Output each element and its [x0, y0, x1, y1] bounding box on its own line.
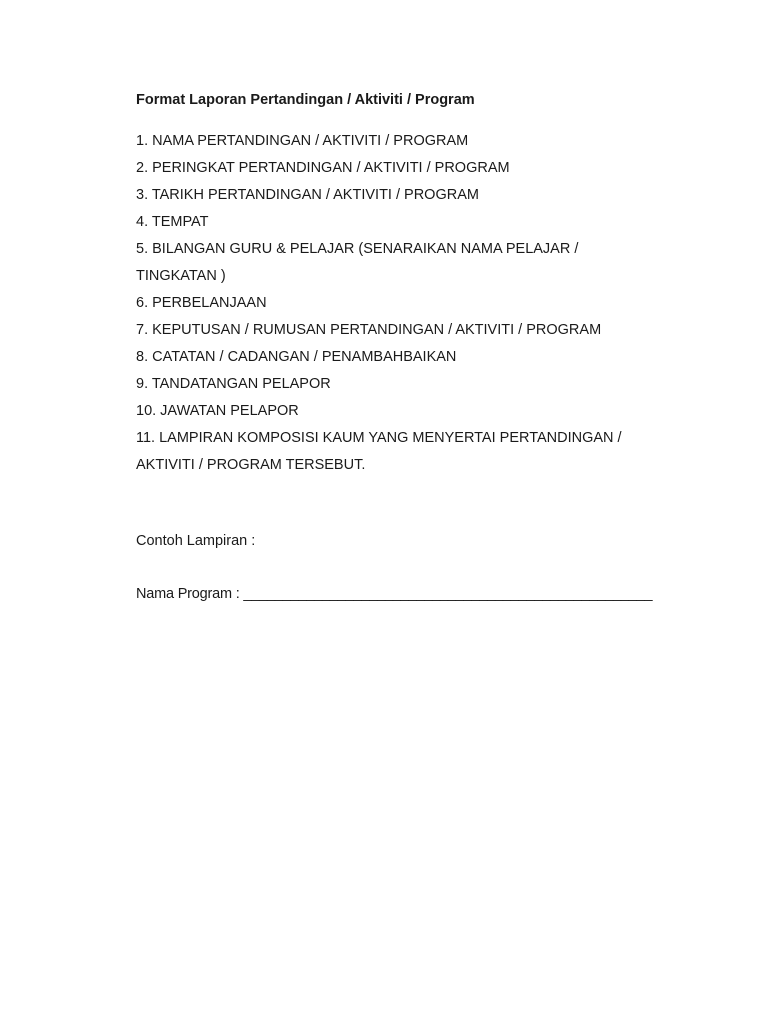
program-name-line: Nama Program : ____________________________________________________	[136, 586, 653, 602]
list-item-text: 1. NAMA PERTANDINGAN / AKTIVITI / PROGRAM	[136, 133, 469, 149]
report-format-list	[136, 128, 736, 479]
list-item	[136, 344, 736, 371]
list-item-text: 2. PERINGKAT PERTANDINGAN / AKTIVITI / PROGRAM	[136, 160, 510, 176]
list-item-text: 8. CATATAN / CADANGAN / PENAMBAHBAIKAN	[136, 349, 457, 365]
list-item	[136, 182, 736, 209]
sample-attachment-label: Contoh Lampiran :	[136, 533, 256, 549]
list-item-text: 4. TEMPAT	[136, 214, 209, 230]
document-title: Format Laporan Pertandingan / Aktiviti / Program	[136, 92, 475, 108]
list-item	[136, 290, 736, 317]
list-item-continuation: AKTIVITI / PROGRAM TERSEBUT.	[136, 457, 366, 473]
document-page	[136, 89, 736, 602]
list-item-text: 9. TANDATANGAN PELAPOR	[136, 376, 331, 392]
list-item	[136, 209, 736, 236]
list-item	[136, 398, 736, 425]
list-item-text: 11. LAMPIRAN KOMPOSISI KAUM YANG MENYERTAI PERTANDINGAN /	[136, 430, 622, 446]
list-item	[136, 425, 736, 479]
list-item	[136, 128, 736, 155]
list-item-text: 6. PERBELANJAAN	[136, 295, 267, 311]
list-item	[136, 155, 736, 182]
list-item-text: 3. TARIKH PERTANDINGAN / AKTIVITI / PROGRAM	[136, 187, 479, 203]
list-item	[136, 236, 736, 290]
list-item-text: 10. JAWATAN PELAPOR	[136, 403, 299, 419]
list-item	[136, 317, 736, 344]
list-item-text: 5. BILANGAN GURU & PELAJAR (SENARAIKAN NAMA PELAJAR /	[136, 241, 579, 257]
list-item-text: 7. KEPUTUSAN / RUMUSAN PERTANDINGAN / AKTIVITI / PROGRAM	[136, 322, 602, 338]
list-item-continuation: TINGKATAN )	[136, 268, 226, 284]
list-item	[136, 371, 736, 398]
